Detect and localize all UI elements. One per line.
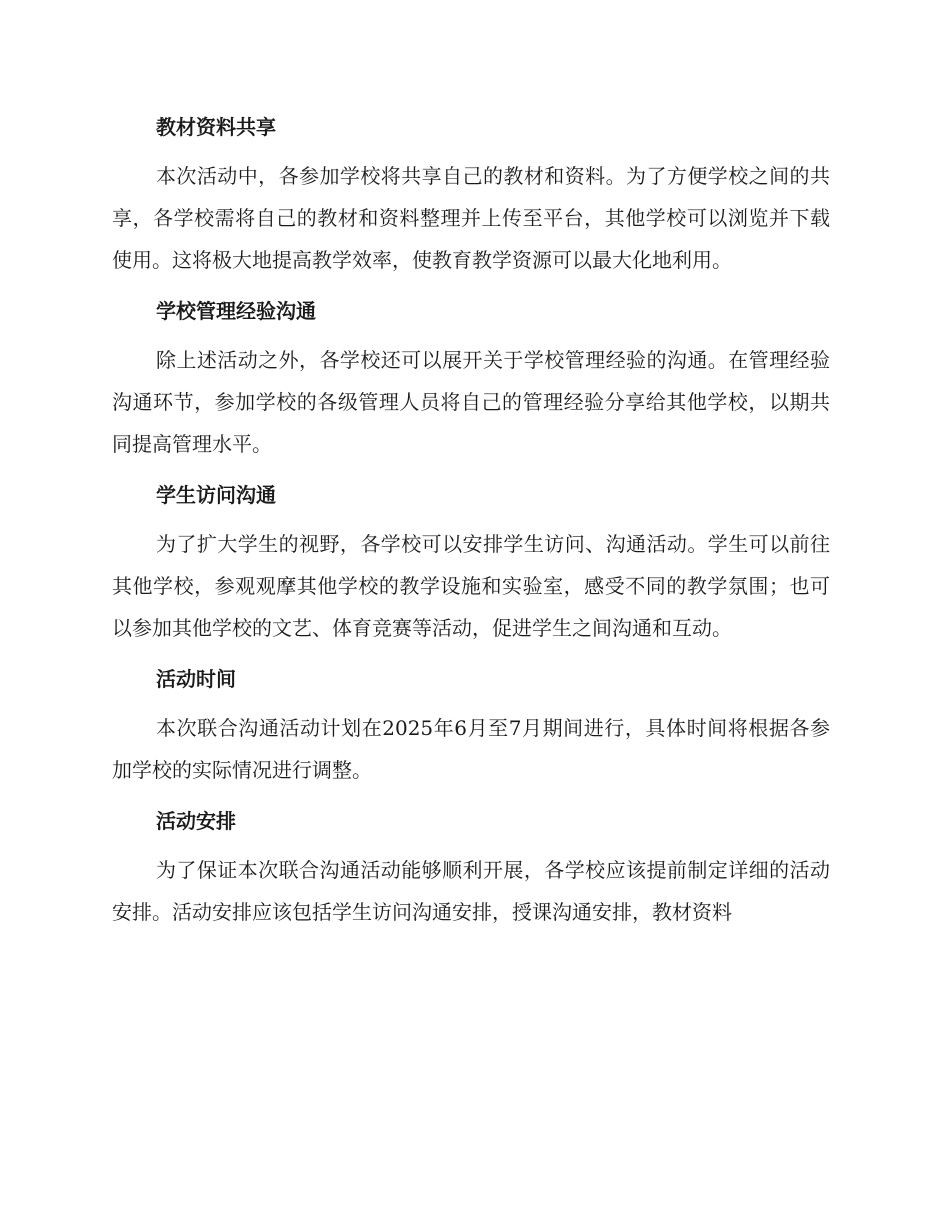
section-heading-materials-sharing: 教材资料共享 (156, 115, 276, 139)
section-heading-management-exchange: 学校管理经验沟通 (156, 299, 316, 323)
section-heading-activity-arrangement: 活动安排 (156, 809, 236, 833)
section-heading-activity-time: 活动时间 (156, 667, 236, 691)
section-paragraph-materials-sharing: 本次活动中，各参加学校将共享自己的教材和资料。为了方便学校之间的共享，各学校需将自己的教材和资料整理并上传至平台，其他学校可以浏览并下载使用。这将极大地提高教学效率，使教育教学资源可以最大化地利用。 (112, 164, 830, 272)
section-paragraph-activity-time: 本次联合沟通活动计划在2025年6月至7月期间进行，具体时间将根据各参加学校的实际情况进行调整。 (112, 716, 830, 782)
section-paragraph-activity-arrangement: 为了保证本次联合沟通活动能够顺利开展，各学校应该提前制定详细的活动安排。活动安排应该包括学生访问沟通安排，授课沟通安排，教材资料 (112, 858, 830, 924)
section-paragraph-student-visits: 为了扩大学生的视野，各学校可以安排学生访问、沟通活动。学生可以前往其他学校，参观观摩其他学校的教学设施和实验室，感受不同的教学氛围；也可以参加其他学校的文艺、体育竞赛等活动，促进学生之间沟通和互动。 (112, 532, 830, 640)
section-heading-student-visits: 学生访问沟通 (156, 483, 276, 507)
document-body (112, 105, 830, 941)
section-paragraph-management-exchange: 除上述活动之外，各学校还可以展开关于学校管理经验的沟通。在管理经验沟通环节，参加学校的各级管理人员将自己的管理经验分享给其他学校，以期共同提高管理水平。 (112, 348, 830, 456)
